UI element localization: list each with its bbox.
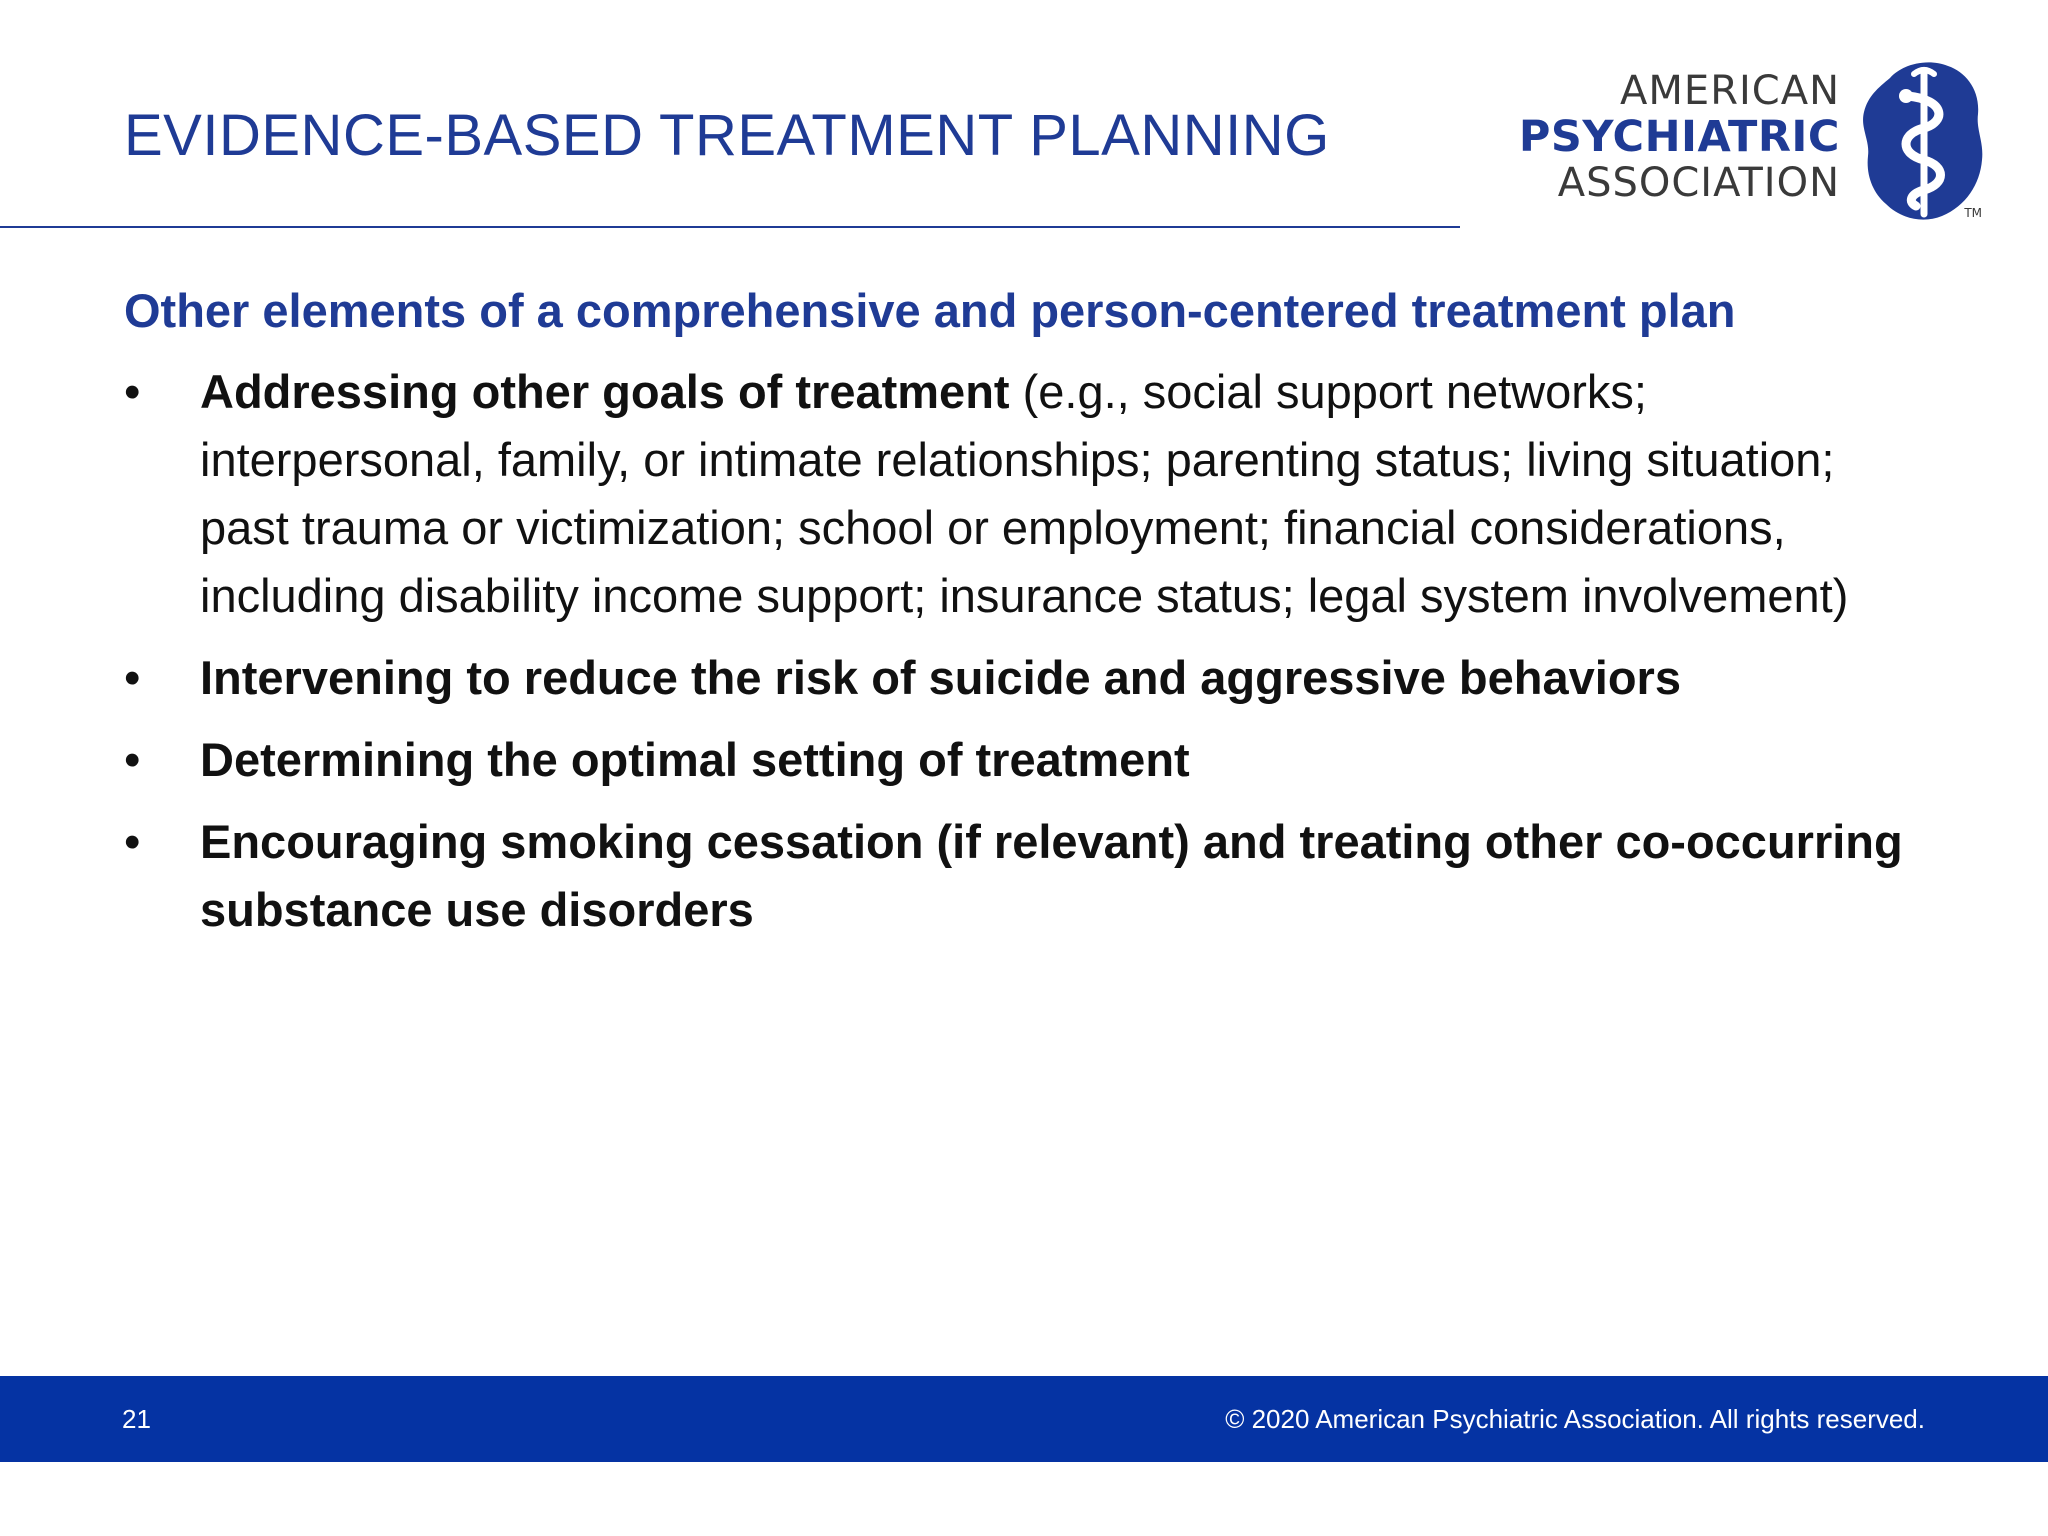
bullet-detail: (e.g., social support networks; interpersonal, family, or intimate relationships; parenting status; living situation; past trauma or victimization; school or employment; financial considerations, including disability income support; insurance status; legal system involvement): [200, 365, 1849, 622]
bullet-item-smoking-cessation: [124, 808, 1924, 944]
bullet-list: [124, 358, 1924, 958]
trademark-mark: TM: [1964, 206, 1982, 220]
bullet-icon: •: [124, 651, 141, 704]
logo-line-association: ASSOCIATION: [1557, 160, 1840, 206]
logo-wordmark: [1519, 68, 1840, 206]
apa-logo: [1480, 56, 1990, 226]
bullet-icon: •: [124, 733, 141, 786]
bullet-lead: Addressing other goals of treatment: [200, 365, 1010, 418]
bullet-lead: Encouraging smoking cessation (if relevant) and treating other co-occurring substance use disorders: [200, 815, 1903, 936]
copyright-notice: © 2020 American Psychiatric Association. All rights reserved.: [1225, 1404, 1925, 1434]
page-number: 21: [122, 1404, 151, 1434]
title-divider: [0, 226, 1460, 228]
bullet-icon: •: [124, 365, 141, 418]
footer-bar: [0, 1376, 2048, 1462]
logo-line-psychiatric: PSYCHIATRIC: [1518, 112, 1840, 162]
slide-title: EVIDENCE-BASED TREATMENT PLANNING: [124, 103, 1330, 168]
caduceus-emblem-icon: [1850, 56, 1990, 226]
bullet-lead: Determining the optimal setting of treatment: [200, 733, 1190, 786]
bullet-item-suicide-risk: [124, 644, 1924, 712]
bullet-item-treatment-setting: [124, 726, 1924, 794]
section-subheading: Other elements of a comprehensive and person-centered treatment plan: [124, 284, 1736, 337]
bullet-icon: •: [124, 815, 141, 868]
bullet-lead: Intervening to reduce the risk of suicide and aggressive behaviors: [200, 651, 1681, 704]
logo-line-american: AMERICAN: [1620, 68, 1840, 114]
bullet-item-other-goals: [124, 358, 1924, 630]
